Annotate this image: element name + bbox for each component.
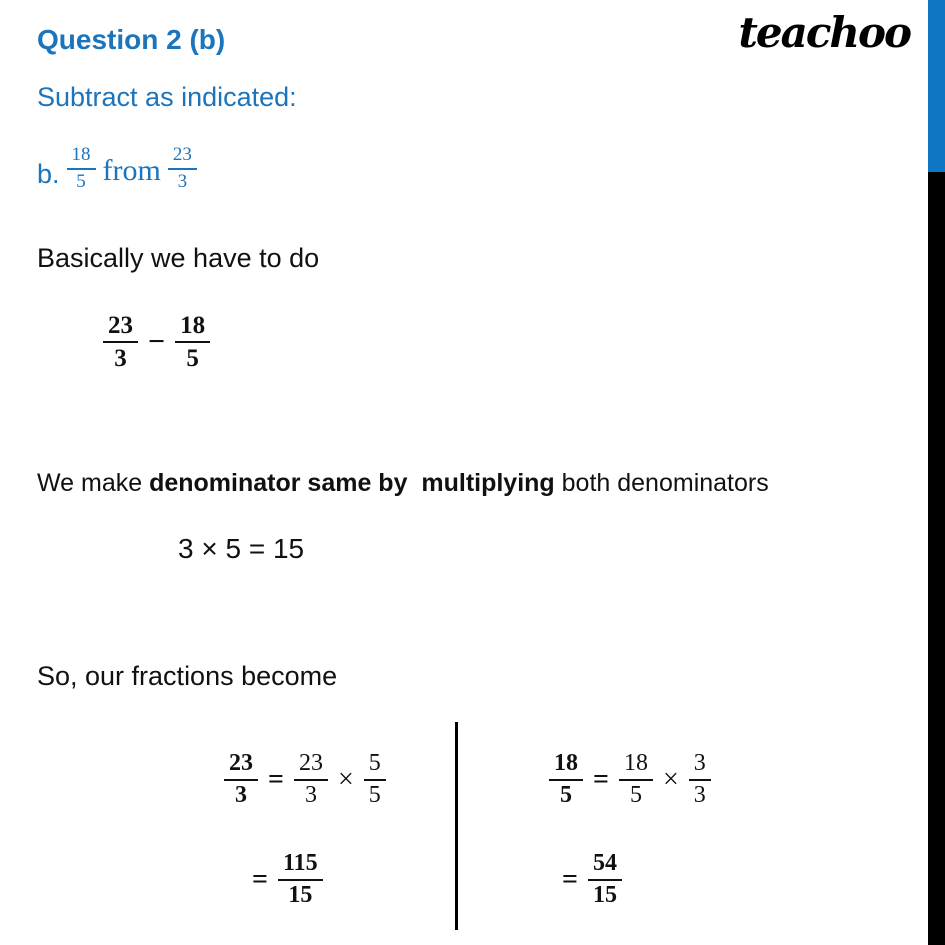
equals-operator: = bbox=[593, 763, 609, 795]
fraction-18-5: $\frac{18}{5}$ bbox=[67, 145, 96, 192]
from-word: from bbox=[102, 154, 161, 187]
fraction-115-15: $\frac{115}{15}$ bbox=[278, 851, 323, 909]
step2-text: We make denominator same by multiplying both denominators bbox=[37, 469, 769, 497]
fraction-18-5: $\frac{18}{5}$ bbox=[175, 312, 210, 372]
fraction-5-5: $\frac{5}{5}$ bbox=[364, 751, 386, 809]
fraction-3-3: $\frac{3}{3}$ bbox=[689, 751, 711, 809]
question-part-b bbox=[37, 140, 197, 198]
fraction-18-5: $\frac{18}{5}$ bbox=[549, 751, 583, 809]
equals-operator: = bbox=[562, 863, 578, 895]
edge-bar-black-segment bbox=[928, 172, 945, 945]
fraction-23-3: $\frac{23}{3}$ bbox=[103, 312, 138, 372]
fraction-18-5: $\frac{18}{5}$ bbox=[619, 751, 653, 809]
edge-bar-blue-segment bbox=[928, 0, 945, 172]
times-operator: × bbox=[662, 763, 679, 795]
minus-operator: − bbox=[148, 325, 166, 358]
instruction-text: Subtract as indicated: bbox=[37, 82, 297, 112]
step3-text: So, our fractions become bbox=[37, 661, 338, 691]
right-working-row1 bbox=[549, 751, 711, 809]
equals-operator: = bbox=[252, 863, 268, 895]
column-divider-line bbox=[455, 722, 458, 930]
step1-text: Basically we have to do bbox=[37, 243, 320, 273]
multiplication-result: 3 × 5 = 15 bbox=[178, 533, 305, 564]
step2-bold-text: denominator same by multiplying bbox=[149, 469, 555, 497]
teachoo-logo: teachoo bbox=[738, 8, 910, 57]
subtraction-expression bbox=[103, 312, 210, 372]
left-working-row2 bbox=[252, 851, 323, 909]
times-operator: × bbox=[337, 763, 354, 795]
fraction-54-15: $\frac{54}{15}$ bbox=[588, 851, 622, 909]
fraction-23-3: $\frac{23}{3}$ bbox=[224, 751, 258, 809]
fraction-23-3: $\frac{23}{3}$ bbox=[294, 751, 328, 809]
item-label: b. bbox=[37, 158, 60, 189]
left-working-row1 bbox=[224, 751, 386, 809]
fraction-23-3: $\frac{23}{3}$ bbox=[168, 145, 197, 192]
right-working-row2 bbox=[562, 851, 622, 909]
equals-operator: = bbox=[268, 763, 284, 795]
page-title: Question 2 (b) bbox=[37, 24, 226, 55]
edge-accent-bar bbox=[928, 0, 945, 945]
